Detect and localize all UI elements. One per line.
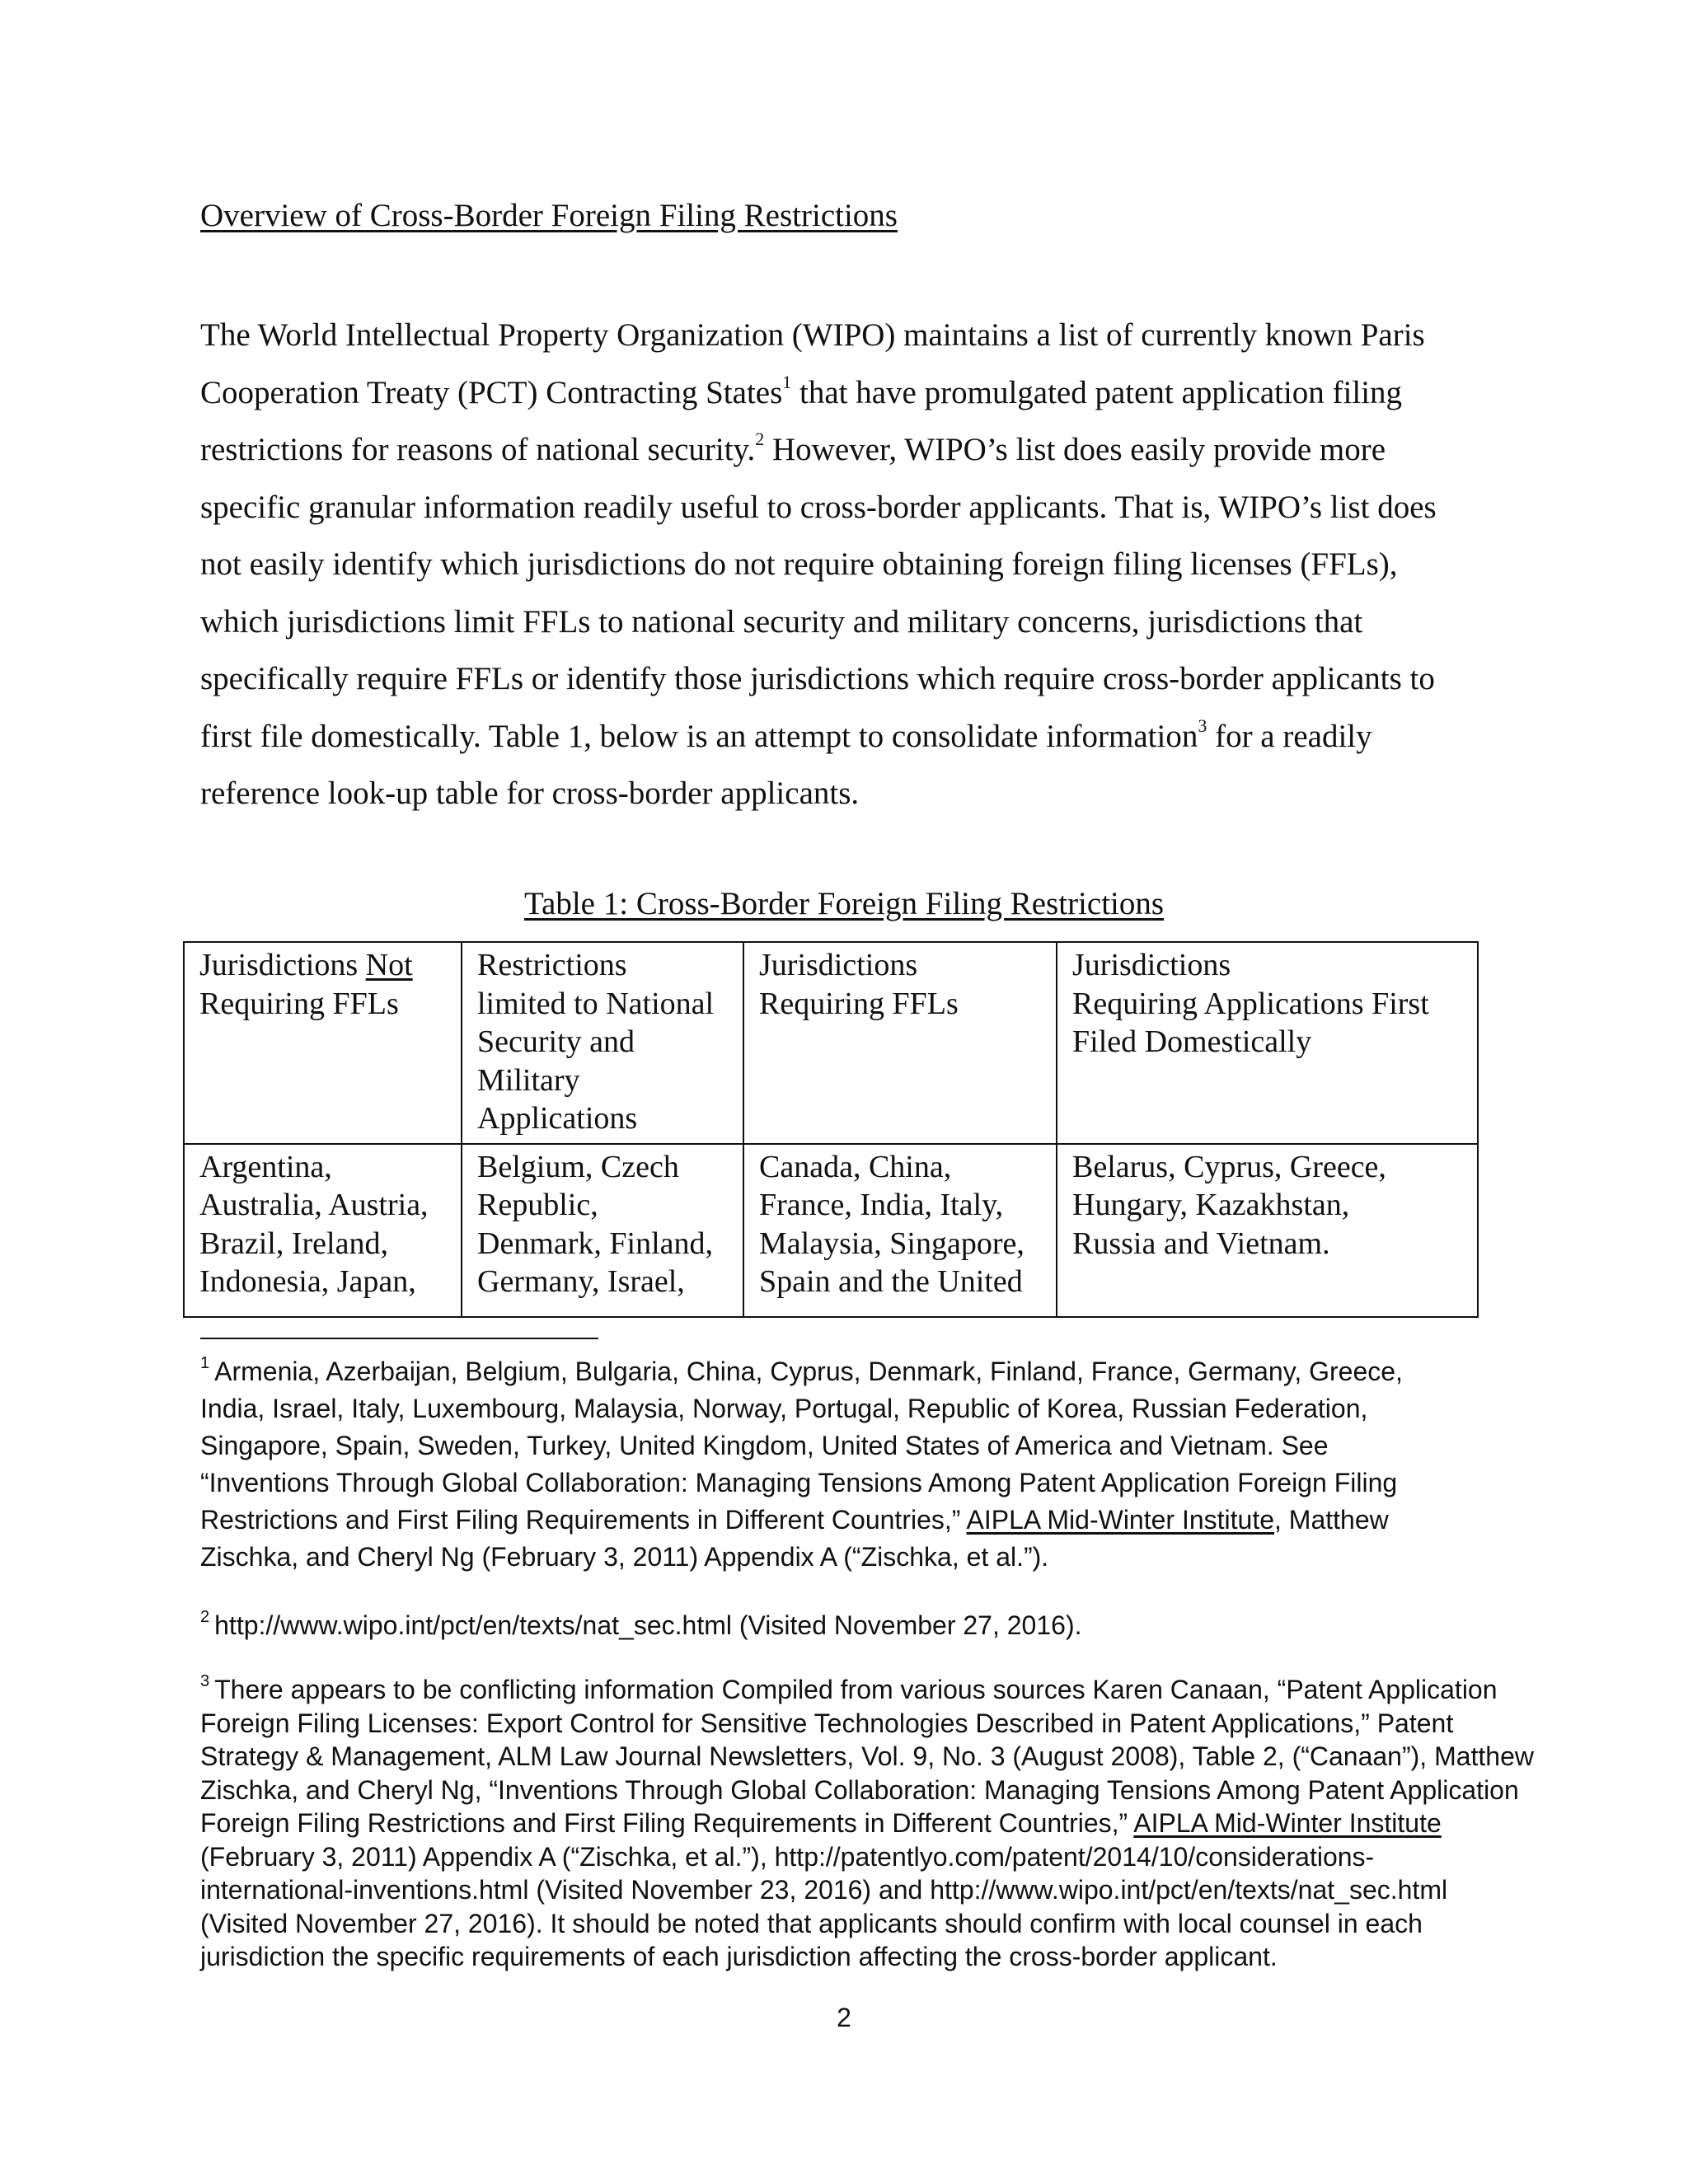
header-line: Requiring FFLs — [199, 986, 399, 1021]
cell-line: Canada, China, — [759, 1149, 952, 1184]
body-paragraph — [200, 307, 1486, 823]
header-line: Jurisdictions — [1072, 948, 1231, 982]
body-line — [200, 364, 1486, 422]
footnote-line: Singapore, Spain, Sweden, Turkey, United Kingdom, United States of America and Vietnam. See — [200, 1431, 1329, 1460]
cell-line: Brazil, Ireland, — [199, 1226, 388, 1261]
footnote-1 — [200, 1353, 1519, 1576]
cell-line: France, India, Italy, — [759, 1188, 1004, 1222]
header-emphasis: Not — [365, 948, 413, 982]
footnote-line — [200, 1607, 1519, 1644]
table-caption: Table 1: Cross-Border Foreign Filing Restrictions — [523, 886, 1165, 921]
cell-line: Argentina, — [199, 1149, 332, 1184]
footnote-text: Foreign Filing Restrictions and First Filing Requirements in Different Countries,” — [200, 1808, 1134, 1838]
section-heading: Overview of Cross-Border Foreign Filing Restrictions — [200, 198, 898, 233]
header-national-security — [462, 942, 743, 1144]
table-cell — [184, 1144, 462, 1317]
cell-line: Russia and Vietnam. — [1072, 1226, 1330, 1261]
footnote-marker: 3 — [200, 1672, 210, 1691]
header-not-requiring-ffls — [184, 942, 462, 1144]
table-cell — [462, 1144, 743, 1317]
footnote-line — [200, 1673, 1519, 1707]
footnote-line: India, Israel, Italy, Luxembourg, Malaysia, Norway, Portugal, Republic of Korea, Russian Federation, — [200, 1394, 1368, 1423]
footnote-ref-1[interactable]: 1 — [782, 371, 792, 392]
cell-line: Indonesia, Japan, — [199, 1264, 416, 1299]
header-line: limited to National — [477, 986, 715, 1021]
footnote-line: “Inventions Through Global Collaboration: Managing Tensions Among Patent Application Foreign Filing — [200, 1468, 1398, 1497]
footnote-line — [200, 1807, 1519, 1840]
footnote-ref-3[interactable]: 3 — [1198, 715, 1207, 736]
body-line: specifically require FFLs or identify those jurisdictions which require cross-border applicants to — [200, 661, 1435, 696]
footnote-line — [200, 1502, 1519, 1539]
body-line: reference look-up table for cross-border applicants. — [200, 776, 860, 811]
footnote-line: Strategy & Management, ALM Law Journal Newsletters, Vol. 9, No. 3 (August 2008), Table 2, (“Canaan”), Matthew — [200, 1741, 1534, 1771]
header-line: Jurisdictions — [759, 948, 918, 982]
body-text: restrictions for reasons of national security. — [200, 432, 756, 467]
cell-line: Belgium, Czech — [477, 1149, 679, 1184]
header-line: Requiring Applications First — [1072, 986, 1429, 1021]
footnote-text: Restrictions and First Filing Requirements in Different Countries,” — [200, 1505, 967, 1535]
table-row — [184, 1144, 1478, 1317]
body-text: However, WIPO’s list does easily provide more — [764, 432, 1386, 467]
header-line: Security and — [477, 1024, 635, 1059]
body-line — [200, 421, 1486, 479]
footnote-text: , Matthew — [1274, 1505, 1389, 1535]
body-line — [200, 708, 1486, 766]
header-line: Military — [477, 1062, 580, 1098]
header-line: Requiring FFLs — [759, 986, 959, 1021]
footnote-ref-2[interactable]: 2 — [755, 429, 765, 449]
footnote-marker: 2 — [200, 1608, 210, 1627]
page-number: 2 — [837, 2003, 851, 2032]
footnote-line: Zischka, and Cheryl Ng, “Inventions Through Global Collaboration: Managing Tensions Among Patent Application — [200, 1774, 1519, 1805]
header-line: Applications — [477, 1101, 638, 1136]
footnote-line: Zischka, and Cheryl Ng (February 3, 2011) Appendix A (“Zischka, et al.”). — [200, 1542, 1049, 1572]
footnote-line: jurisdiction the specific requirements of each jurisdiction affecting the cross-border applicant. — [200, 1942, 1278, 1971]
body-line: specific granular information readily useful to cross-border applicants. That is, WIPO’s list does — [200, 489, 1437, 525]
header-first-filed-domestically — [1057, 942, 1478, 1144]
footnote-line — [200, 1353, 1519, 1390]
aipla-citation-link[interactable]: AIPLA Mid-Winter Institute — [1133, 1808, 1442, 1838]
cell-line: Hungary, Kazakhstan, — [1072, 1188, 1350, 1222]
table-cell — [743, 1144, 1057, 1317]
table-cell — [1057, 1144, 1478, 1317]
footnote-text: http://www.wipo.int/pct/en/texts/nat_sec.html (Visited November 27, 2016). — [214, 1610, 1082, 1640]
table-header-row — [184, 942, 1478, 1144]
header-line — [199, 946, 446, 985]
header-line: Filed Domestically — [1072, 1024, 1312, 1059]
footnote-2 — [200, 1607, 1519, 1644]
header-requiring-ffls — [743, 942, 1057, 1144]
cell-line: Spain and the United — [759, 1264, 1023, 1299]
restrictions-table — [183, 941, 1479, 1318]
cell-line: Belarus, Cyprus, Greece, — [1072, 1149, 1386, 1184]
footnote-text: Armenia, Azerbaijan, Belgium, Bulgaria, China, Cyprus, Denmark, Finland, France, Germany, Greece, — [214, 1357, 1403, 1386]
body-text: first file domestically. Table 1, below is an attempt to consolidate information — [200, 718, 1198, 754]
footnote-line: Foreign Filing Licenses: Export Control for Sensitive Technologies Described in Patent Applications,” Patent — [200, 1708, 1454, 1738]
body-text: for a readily — [1207, 718, 1372, 754]
cell-line: Republic, — [477, 1188, 598, 1222]
cell-line: Australia, Austria, — [199, 1188, 429, 1222]
footnote-marker: 1 — [200, 1354, 210, 1373]
header-text: Jurisdictions — [199, 948, 366, 982]
cell-line: Denmark, Finland, — [477, 1226, 714, 1261]
header-line: Restrictions — [477, 948, 627, 982]
footnote-3 — [200, 1672, 1534, 1974]
footnote-separator — [200, 1338, 598, 1339]
body-line: not easily identify which jurisdictions do not require obtaining foreign filing licenses (FFLs), — [200, 546, 1398, 582]
body-text: that have promulgated patent application filing — [791, 374, 1403, 410]
footnote-text: There appears to be conflicting information Compiled from various sources Karen Canaan, “Patent Application — [214, 1675, 1498, 1704]
cell-line: Germany, Israel, — [477, 1264, 685, 1299]
footnote-line: international-inventions.html (Visited November 23, 2016) and http://www.wipo.int/pct/en/texts/nat_sec.html — [200, 1875, 1448, 1905]
footnote-line: (February 3, 2011) Appendix A (“Zischka, et al.”), http://patentlyo.com/patent/2014/10/considerations- — [200, 1841, 1375, 1872]
footnote-line: (Visited November 27, 2016). It should be noted that applicants should confirm with local counsel in each — [200, 1908, 1423, 1938]
cell-line: Malaysia, Singapore, — [759, 1226, 1025, 1261]
body-line: which jurisdictions limit FFLs to national security and military concerns, jurisdictions that — [200, 603, 1363, 640]
body-text: Cooperation Treaty (PCT) Contracting States — [200, 374, 783, 410]
body-line: The World Intellectual Property Organization (WIPO) maintains a list of currently known Paris — [200, 317, 1425, 353]
aipla-citation-link[interactable]: AIPLA Mid-Winter Institute — [966, 1505, 1275, 1535]
